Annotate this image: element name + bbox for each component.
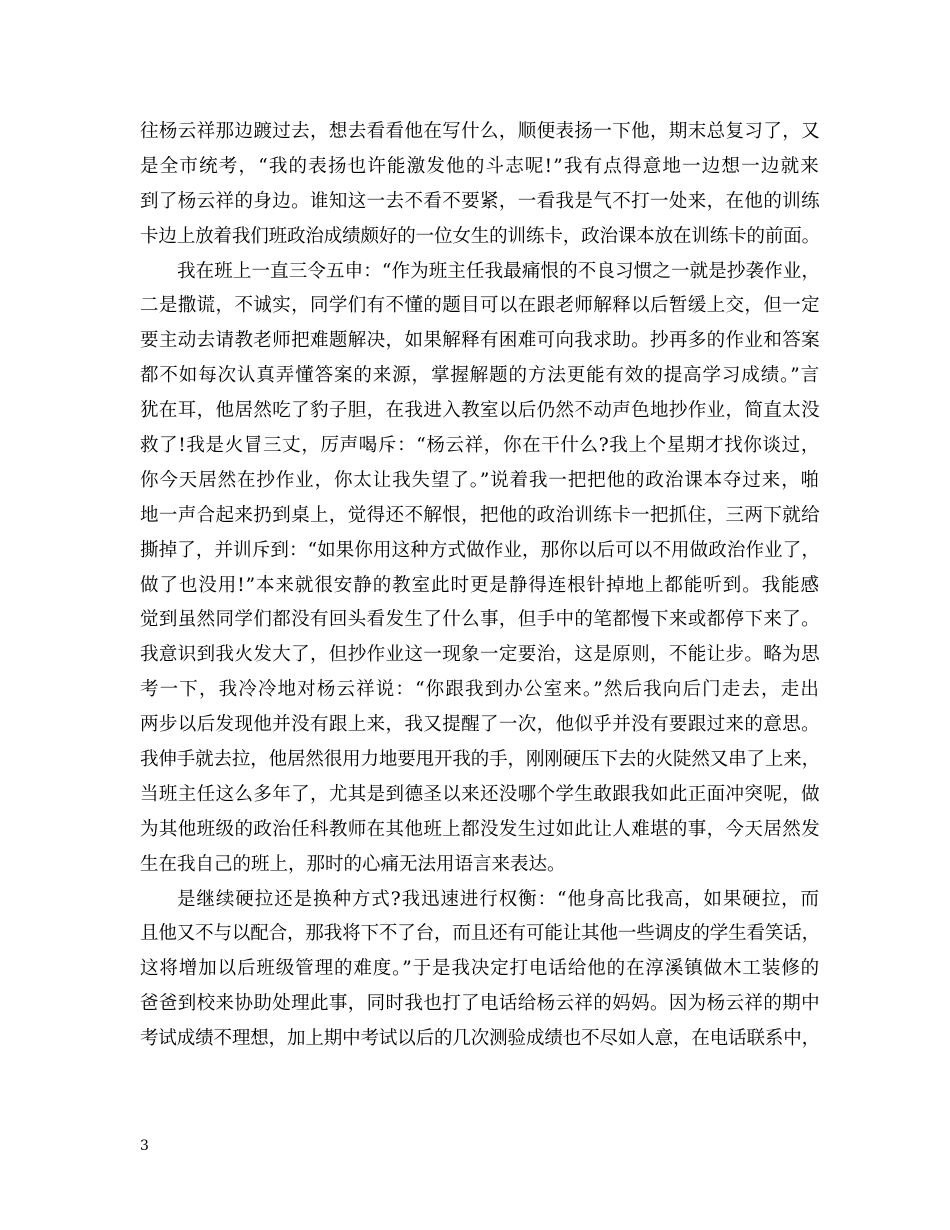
text-line: 撕掉了，并训斥到：“如果你用这种方式做作业，那你以后可以不用做政治作业了， (140, 539, 820, 561)
text-line: 要主动去请教老师把难题解决，如果解释有困难可向我求助。抄再多的作业和答案 (140, 330, 820, 352)
text-line: 往杨云祥那边踱过去，想去看看他在写什么，顺便表扬一下他，期末总复习了，又 (140, 121, 820, 142)
text-line: 为其他班级的政治任科教师在其他班上都没发生过如此让人难堪的事，今天居然发 (140, 818, 820, 840)
text-line: 考一下，我冷冷地对杨云祥说：“你跟我到办公室来。”然后我向后门走去，走出 (140, 679, 820, 701)
text-line: 到了杨云祥的身边。谁知这一去不看不要紧，一看我是气不打一处来，在他的训练 (140, 190, 820, 212)
text-line: 我意识到我火发大了，但抄作业这一现象一定要治，这是原则，不能让步。略为思 (140, 644, 820, 666)
text-line: 卡边上放着我们班政治成绩颇好的一位女生的训练卡，政治课本放在训练卡的前面。 (140, 225, 820, 247)
text-line: 这将增加以后班级管理的难度。”于是我决定打电话给他的在淳溪镇做木工装修的 (140, 958, 820, 980)
text-line: 且他又不与以配合，那我将下不了台，而且还有可能让其他一些调皮的学生看笑话， (140, 923, 820, 945)
body-text (140, 115, 820, 1057)
text-line: 都不如每次认真弄懂答案的来源，掌握解题的方法更能有效的提高学习成绩。”言 (140, 365, 820, 387)
text-line: 爸爸到校来协助处理此事，同时我也打了电话给杨云祥的妈妈。因为杨云祥的期中 (140, 993, 820, 1015)
text-line: 二是撒谎，不诚实，同学们有不懂的题目可以在跟老师解释以后暂缓上交，但一定 (140, 295, 820, 317)
text-line: 犹在耳，他居然吃了豹子胆，在我进入教室以后仍然不动声色地抄作业，简直太没 (140, 400, 820, 422)
text-line: 我伸手就去拉，他居然很用力地要甩开我的手，刚刚硬压下去的火陡然又串了上来， (140, 749, 820, 771)
text-line: 救了!我是火冒三丈，厉声喝斥：“杨云祥，你在干什么?我上个星期才找你谈过， (140, 435, 820, 457)
text-line: 当班主任这么多年了，尤其是到德圣以来还没哪个学生敢跟我如此正面冲突呢，做 (140, 783, 820, 805)
text-line: 是全市统考，“我的表扬也许能激发他的斗志呢!”我有点得意地一边想一边就来 (140, 155, 820, 177)
text-line: 我在班上一直三令五申：“作为班主任我最痛恨的不良习惯之一就是抄袭作业， (177, 260, 820, 282)
text-line: 地一声合起来扔到桌上，觉得还不解恨，把他的政治训练卡一把抓住，三两下就给 (140, 504, 820, 526)
page-number: 3 (140, 1138, 149, 1154)
text-line: 你今天居然在抄作业，你太让我失望了。”说着我一把把他的政治课本夺过来，啪 (140, 469, 820, 491)
text-line: 做了也没用!”本来就很安静的教室此时更是静得连根针掉地上都能听到。我能感 (140, 574, 820, 596)
text-line: 两步以后发现他并没有跟上来，我又提醒了一次，他似乎并没有要跟过来的意思。 (140, 714, 820, 736)
text-line: 考试成绩不理想，加上期中考试以后的几次测验成绩也不尽如人意，在电话联系中， (140, 1028, 820, 1050)
text-line: 是继续硬拉还是换种方式?我迅速进行权衡：“他身高比我高，如果硬拉，而 (177, 888, 820, 910)
text-line: 觉到虽然同学们都没有回头看发生了什么事，但手中的笔都慢下来或都停下来了。 (140, 609, 820, 631)
text-line: 生在我自己的班上，那时的心痛无法用语言来表达。 (140, 853, 566, 875)
